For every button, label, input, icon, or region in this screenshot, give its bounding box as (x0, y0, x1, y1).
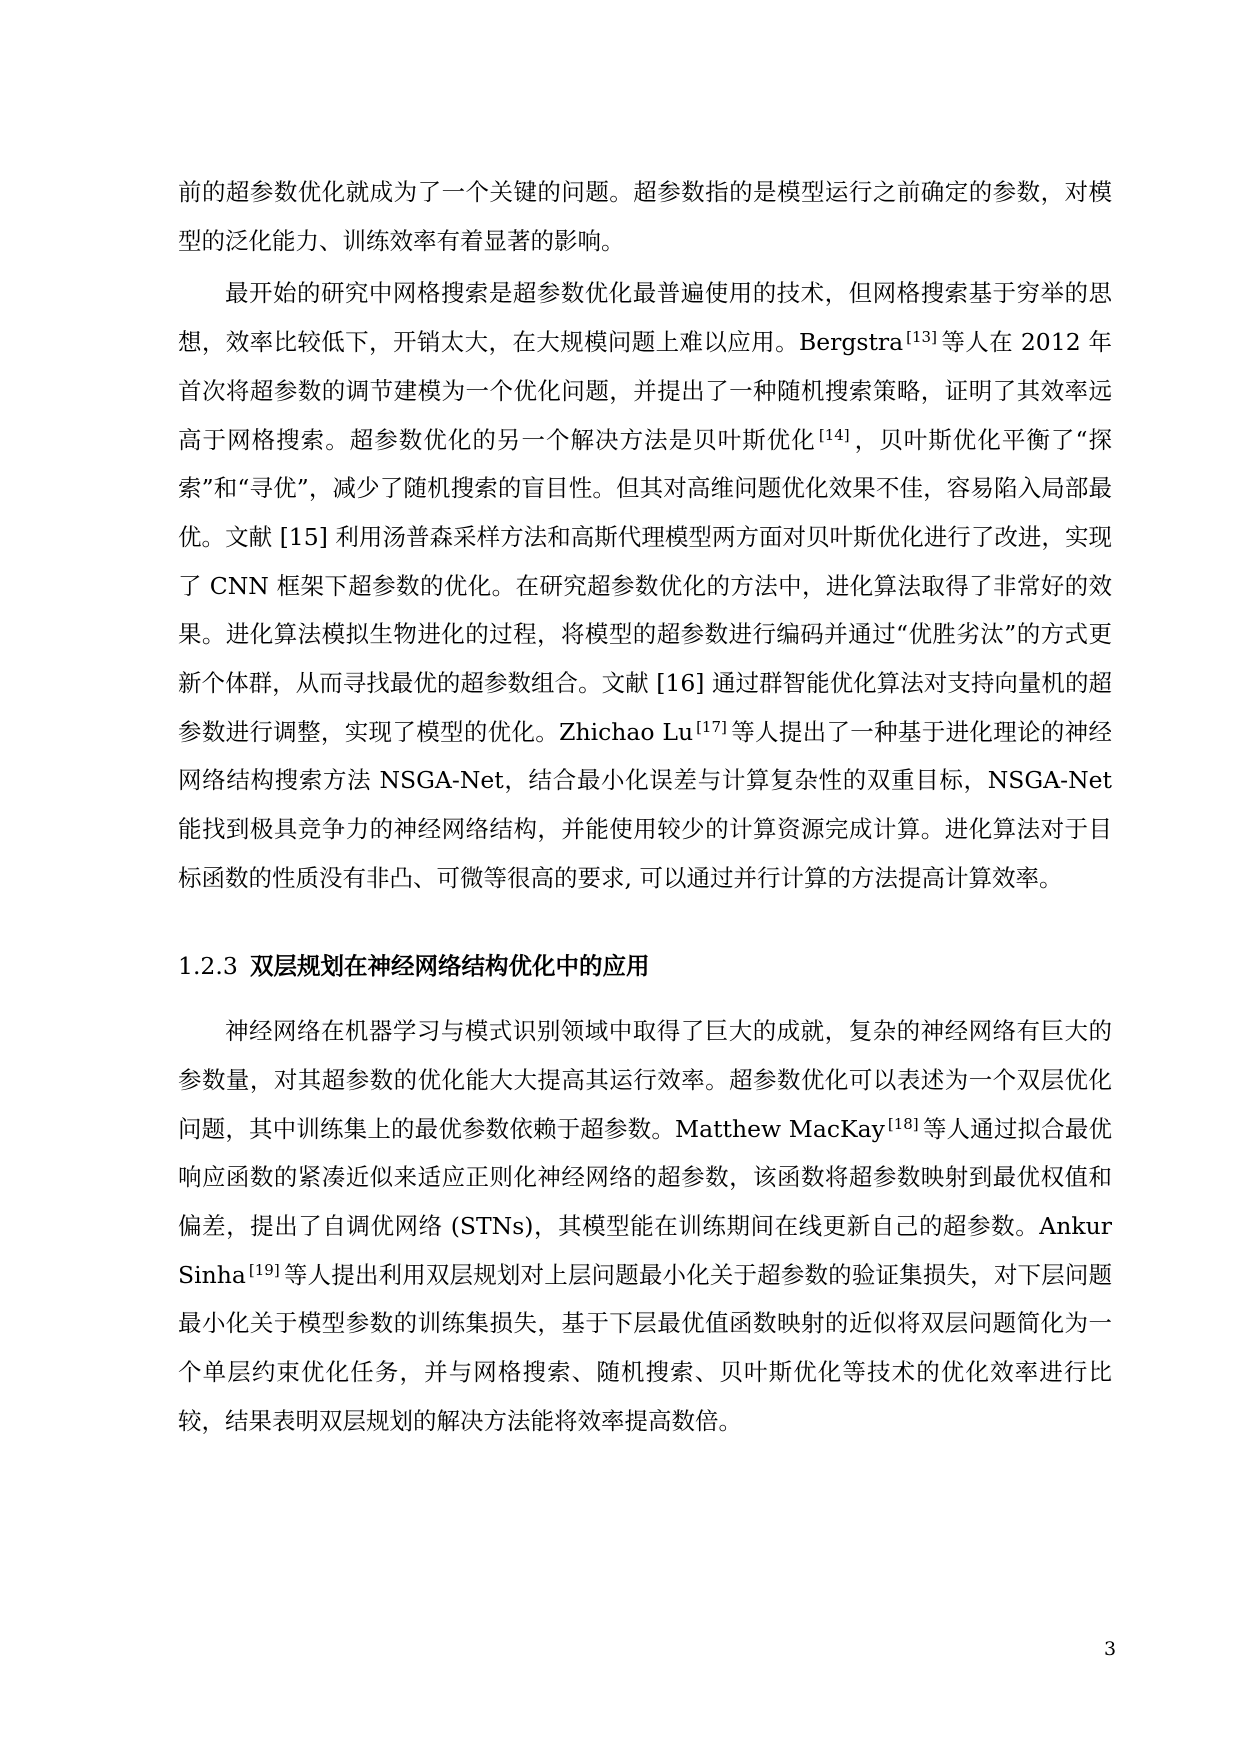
paragraph-text: 等人在 2012 年首次将超参数的调节建模为一个优化问题，并提出了一种随机搜索策略，证明了其效率远高于网格搜索。超参数优化的另一个解决方法是贝叶斯优化 (178, 328, 1112, 454)
paragraph-text: 等人提出利用双层规划对上层问题最小化关于超参数的验证集损失，对下层问题最小化关于模型参数的训练集损失，基于下层最优值函数映射的近似将双层问题简化为一个单层约束优化任务，并与网格搜索、随机搜索、贝叶斯优化等技术的优化效率进行比较，结果表明双层规划的解决方法能将效率提高数倍。 (178, 1260, 1112, 1435)
section-number: 1.2.3 (178, 951, 238, 980)
citation-ref-19: [19] (248, 1260, 280, 1279)
paragraph-text: 等人通过拟合最优响应函数的紧凑近似来适应正则化神经网络的超参数，该函数将超参数映射到最优权值和偏差，提出了自调优网络 (STNs)，其模型能在训练期间在线更新自己的超参数。Ankur Sinha (178, 1114, 1112, 1289)
citation-ref-18: [18] (887, 1114, 919, 1133)
section-heading (178, 942, 1112, 991)
section-title: 双层规划在神经网络结构优化中的应用 (250, 951, 650, 980)
paragraph-text: 前的超参数优化就成为了一个关键的问题。超参数指的是模型运行之前确定的参数，对模型的泛化能力、训练效率有着显著的影响。 (178, 178, 1112, 255)
paragraph-optimization-methods (178, 269, 1112, 902)
citation-ref-14: [14] (818, 425, 850, 444)
paragraph-text: 等人提出了一种基于进化理论的神经网络结构搜索方法 NSGA-Net，结合最小化误差与计算复杂性的双重目标，NSGA-Net 能找到极具竞争力的神经网络结构，并能使用较少的计算资源完成计算。进化算法对于目标函数的性质没有非凸、可微等很高的要求, 可以通过并行计算的方法提高计算效率。 (178, 717, 1112, 892)
paragraph-text: ，贝叶斯优化平衡了“探索”和“寻优”，减少了随机搜索的盲目性。但其对高维问题优化效果不佳，容易陷入局部最优。文献 [15] 利用汤普森采样方法和高斯代理模型两方面对贝叶斯优化进行了改进，实现了 CNN 框架下超参数的优化。在研究超参数优化的方法中，进化算法取得了非常好的效果。进化算法模拟生物进化的过程，将模型的超参数进行编码并通过“优胜劣汰”的方式更新个体群，从而寻找最优的超参数组合。文献 [16] 通过群智能优化算法对支持向量机的超参数进行调整，实现了模型的优化。Zhichao Lu (178, 425, 1113, 746)
paragraph-text: 最开始的研究中网格搜索是超参数优化最普遍使用的技术，但网格搜索基于穷举的思想，效率比较低下，开销太大，在大规模问题上难以应用。Bergstra (178, 279, 1112, 357)
paragraph-text: 神经网络在机器学习与模式识别领域中取得了巨大的成就，复杂的神经网络有巨大的参数量，对其超参数的优化能大大提高其运行效率。超参数优化可以表述为一个双层优化问题，其中训练集上的最优参数依赖于超参数。Matthew MacKay (178, 1017, 1112, 1143)
page-number: 3 (1104, 1638, 1117, 1660)
paragraph-bilevel-programming (178, 1007, 1112, 1445)
page-body (178, 168, 1112, 1446)
paragraph-continued (178, 168, 1112, 265)
citation-ref-17: [17] (696, 717, 727, 736)
citation-ref-13: [13] (906, 328, 937, 347)
